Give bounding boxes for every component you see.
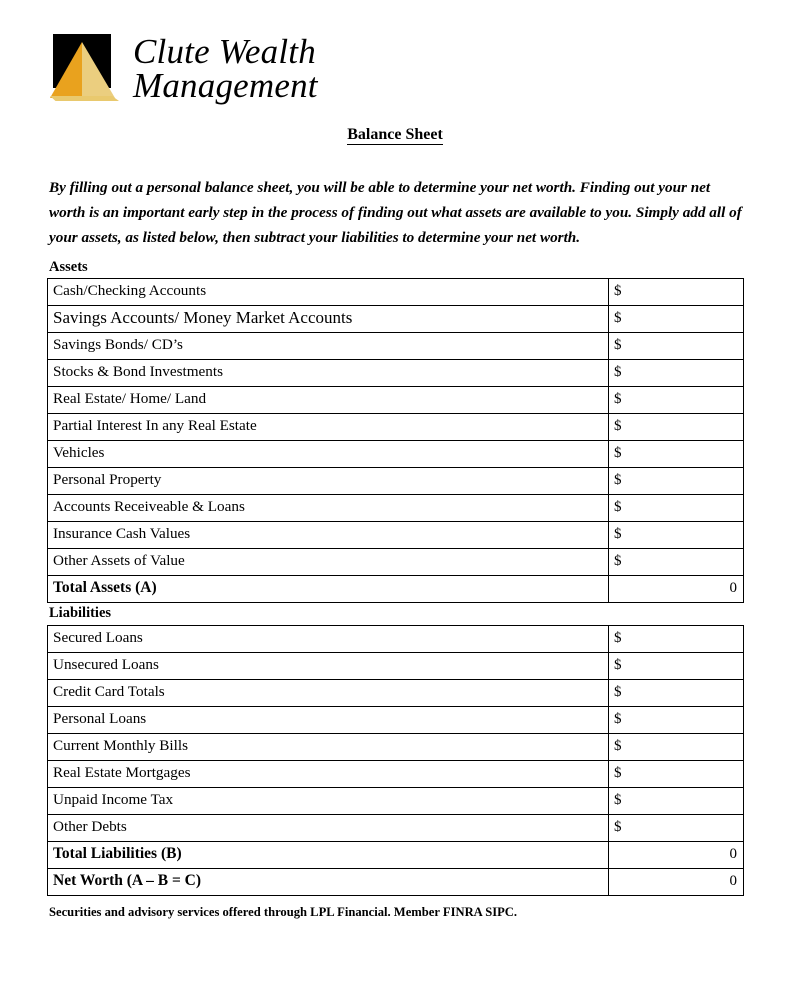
pyramid-base-shadow: [50, 96, 119, 101]
table-row[interactable]: [48, 414, 744, 441]
assets-section-heading: Assets: [49, 259, 88, 275]
table-row[interactable]: [48, 360, 744, 387]
table-row[interactable]: [48, 707, 744, 734]
table-row[interactable]: [48, 468, 744, 495]
asset-value-other-assets-of-value[interactable]: $: [609, 549, 744, 576]
liability-label-unpaid-income-tax: Unpaid Income Tax: [48, 788, 609, 815]
brand-name-line-2: Management: [133, 66, 318, 106]
table-row-net-worth: [48, 869, 744, 896]
liability-value-other-debts[interactable]: $: [609, 815, 744, 842]
asset-label-savings-bonds-cds: Savings Bonds/ CD’s: [48, 333, 609, 360]
liability-label-secured-loans: Secured Loans: [48, 626, 609, 653]
liability-label-unsecured-loans: Unsecured Loans: [48, 653, 609, 680]
assets-table: [47, 278, 744, 603]
pyramid-right-face: [82, 42, 115, 98]
asset-label-personal-property: Personal Property: [48, 468, 609, 495]
liability-label-personal-loans: Personal Loans: [48, 707, 609, 734]
asset-value-insurance-cash-values[interactable]: $: [609, 522, 744, 549]
assets-table-body: [48, 279, 744, 603]
table-row[interactable]: [48, 815, 744, 842]
table-row[interactable]: [48, 788, 744, 815]
asset-label-stocks-bond-investments: Stocks & Bond Investments: [48, 360, 609, 387]
asset-value-partial-interest-real-estate[interactable]: $: [609, 414, 744, 441]
asset-value-real-estate-home-land[interactable]: $: [609, 387, 744, 414]
page-title-text: Balance Sheet: [347, 126, 443, 143]
asset-label-savings-money-market: Savings Accounts/ Money Market Accounts: [48, 306, 609, 333]
asset-label-accounts-receiveable-loans: Accounts Receiveable & Loans: [48, 495, 609, 522]
intro-paragraph: By filling out a personal balance sheet, you will be able to determine your net worth. Finding out your net worth is an important early step in the process of finding out what assets are available to you. Simply add all of your assets, as listed below, then subtract your liabilities to determine your net worth.: [49, 179, 742, 246]
total-assets-label: Total Assets (A): [48, 576, 609, 603]
liability-label-credit-card-totals: Credit Card Totals: [48, 680, 609, 707]
pyramid-left-face: [50, 42, 82, 98]
pyramid-logo-icon: [47, 34, 119, 104]
table-row[interactable]: [48, 279, 744, 306]
table-row-total-assets: [48, 576, 744, 603]
liability-value-unsecured-loans[interactable]: $: [609, 653, 744, 680]
asset-value-cash-checking-accounts[interactable]: $: [609, 279, 744, 306]
asset-value-personal-property[interactable]: $: [609, 468, 744, 495]
asset-value-vehicles[interactable]: $: [609, 441, 744, 468]
page-title: [0, 126, 790, 144]
table-row[interactable]: [48, 441, 744, 468]
table-row[interactable]: [48, 495, 744, 522]
liabilities-section-heading: Liabilities: [49, 605, 112, 621]
asset-label-cash-checking-accounts: Cash/Checking Accounts: [48, 279, 609, 306]
net-worth-label: Net Worth (A – B = C): [48, 869, 609, 896]
table-row[interactable]: [48, 387, 744, 414]
brand-name-line-1: Clute Wealth: [133, 32, 316, 71]
asset-label-insurance-cash-values: Insurance Cash Values: [48, 522, 609, 549]
table-row[interactable]: [48, 333, 744, 360]
table-row[interactable]: [48, 653, 744, 680]
table-row-total-liabilities: [48, 842, 744, 869]
disclosure-footer: Securities and advisory services offered through LPL Financial. Member FINRA SIPC.: [49, 905, 518, 919]
liability-label-other-debts: Other Debts: [48, 815, 609, 842]
total-assets-value: 0: [609, 576, 744, 603]
liability-value-personal-loans[interactable]: $: [609, 707, 744, 734]
net-worth-value: 0: [609, 869, 744, 896]
table-row[interactable]: [48, 734, 744, 761]
table-row[interactable]: [48, 306, 744, 333]
liability-value-unpaid-income-tax[interactable]: $: [609, 788, 744, 815]
brand-wordmark: [133, 34, 318, 104]
asset-value-accounts-receiveable-loans[interactable]: $: [609, 495, 744, 522]
asset-label-other-assets-of-value: Other Assets of Value: [48, 549, 609, 576]
liability-value-real-estate-mortgages[interactable]: $: [609, 761, 744, 788]
asset-value-savings-bonds-cds[interactable]: $: [609, 333, 744, 360]
liability-value-credit-card-totals[interactable]: $: [609, 680, 744, 707]
total-liabilities-value: 0: [609, 842, 744, 869]
liability-label-current-monthly-bills: Current Monthly Bills: [48, 734, 609, 761]
table-row[interactable]: [48, 549, 744, 576]
brand-header: [47, 34, 318, 104]
table-row[interactable]: [48, 680, 744, 707]
liability-value-secured-loans[interactable]: $: [609, 626, 744, 653]
asset-value-savings-money-market[interactable]: $: [609, 306, 744, 333]
table-row[interactable]: [48, 522, 744, 549]
total-liabilities-label: Total Liabilities (B): [48, 842, 609, 869]
asset-label-partial-interest-real-estate: Partial Interest In any Real Estate: [48, 414, 609, 441]
asset-label-real-estate-home-land: Real Estate/ Home/ Land: [48, 387, 609, 414]
liability-label-real-estate-mortgages: Real Estate Mortgages: [48, 761, 609, 788]
table-row[interactable]: [48, 761, 744, 788]
table-row[interactable]: [48, 626, 744, 653]
liabilities-table-body: [48, 626, 744, 896]
asset-value-stocks-bond-investments[interactable]: $: [609, 360, 744, 387]
liabilities-table: [47, 625, 744, 896]
liability-value-current-monthly-bills[interactable]: $: [609, 734, 744, 761]
asset-label-vehicles: Vehicles: [48, 441, 609, 468]
